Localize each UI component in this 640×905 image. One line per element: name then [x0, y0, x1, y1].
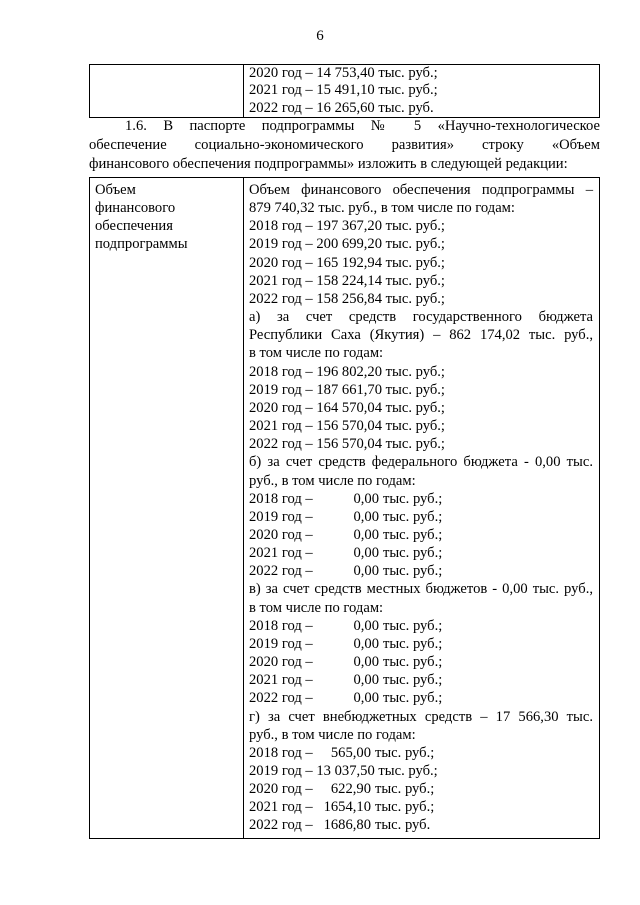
text-line: 2022 год – 16 265,60 тыс. руб. — [249, 99, 434, 116]
year-line — [249, 689, 593, 707]
year-label: 2018 год – — [249, 617, 313, 634]
text-line: а) за счет средств государственного бюджета — [249, 309, 593, 326]
amendment-paragraph — [89, 117, 600, 174]
funding-label-cell — [90, 178, 244, 839]
year-line — [249, 526, 593, 544]
amount: 0,00 — [353, 617, 379, 634]
continued-table — [89, 64, 600, 118]
amount: 0,00 — [353, 635, 379, 652]
year-line — [249, 653, 593, 671]
unit: тыс. руб.; — [375, 744, 435, 761]
funding-label: Объем финансового обеспечения подпрограммы — [95, 182, 188, 253]
year-label: 2022 год – — [249, 563, 313, 580]
amount: 1686,80 — [323, 817, 371, 834]
year-line: 2019 год – 200 699,20 тыс. руб.; — [249, 236, 445, 253]
year-line — [249, 562, 593, 580]
year-label: 2020 год – — [249, 526, 313, 543]
unit: тыс. руб.; — [383, 672, 443, 689]
text-line: руб., в том числе по годам: — [249, 726, 416, 743]
year-label: 2022 год – — [249, 817, 313, 834]
text-line: 2020 год – 14 753,40 тыс. руб.; — [249, 65, 438, 81]
amount: 0,00 — [353, 526, 379, 543]
amount: 0,00 — [353, 490, 379, 507]
year-line: 2018 год – 197 367,20 тыс. руб.; — [249, 218, 445, 235]
unit: тыс. руб.; — [375, 781, 435, 798]
text-line: в) за счет средств местных бюджетов - 0,00 тыс. руб., — [249, 581, 593, 598]
unit: тыс. руб.; — [383, 617, 443, 634]
year-line — [249, 816, 593, 834]
unit: тыс. руб.; — [383, 508, 443, 525]
funding-table — [89, 177, 600, 839]
year-line — [249, 744, 593, 762]
year-line: 2021 год – 156 570,04 тыс. руб.; — [249, 418, 445, 435]
year-line: 2020 год – 165 192,94 тыс. руб.; — [249, 254, 445, 271]
text-line: в том числе по годам: — [249, 599, 384, 616]
text-line: 879 740,32 тыс. руб., в том числе по годам: — [249, 200, 515, 217]
year-label: 2019 год – — [249, 763, 313, 779]
page-number: 6 — [316, 28, 324, 44]
year-label: 2020 год – — [249, 781, 313, 798]
amount: 622,90 — [330, 781, 371, 798]
text-line: г) за счет внебюджетных средств – 17 566,30 тыс. — [249, 708, 593, 725]
year-line — [249, 617, 593, 635]
amount: 13 037,50 — [316, 763, 375, 779]
text-line: Республики Саха (Якутия) – 862 174,02 тыс. руб., — [249, 327, 593, 344]
year-label: 2018 год – — [249, 490, 313, 507]
unit: тыс. руб.; — [375, 799, 435, 816]
amount: 0,00 — [353, 672, 379, 689]
year-line: 2019 год – 187 661,70 тыс. руб.; — [249, 381, 445, 398]
text-line: руб., в том числе по годам: — [249, 472, 416, 489]
year-line — [249, 798, 593, 816]
year-line: 2021 год – 158 224,14 тыс. руб.; — [249, 272, 445, 289]
unit: тыс. руб.; — [383, 490, 443, 507]
unit: тыс. руб.; — [383, 563, 443, 580]
year-line: 2018 год – 196 802,20 тыс. руб.; — [249, 363, 445, 380]
amount: 0,00 — [353, 654, 379, 671]
year-label: 2020 год – — [249, 654, 313, 671]
amount: 0,00 — [353, 508, 379, 525]
continued-values-cell — [244, 65, 600, 118]
unit: тыс. руб.; — [378, 763, 438, 779]
amount: 565,00 — [330, 744, 371, 761]
text-line: б) за счет средств федерального бюджета - 0,00 тыс. — [249, 454, 593, 471]
year-line — [249, 780, 593, 798]
paragraph-line: обеспечение социально-экономического развития» строку «Объем — [89, 137, 600, 153]
text-line: Объем финансового обеспечения подпрограммы – — [249, 182, 593, 198]
funding-details-cell — [244, 178, 600, 839]
text-line: 2021 год – 15 491,10 тыс. руб.; — [249, 82, 438, 99]
year-line — [249, 544, 593, 562]
year-label: 2019 год – — [249, 508, 313, 525]
year-line — [249, 762, 593, 780]
year-label: 2021 год – — [249, 545, 313, 562]
amount: 0,00 — [353, 563, 379, 580]
unit: тыс. руб.; — [383, 526, 443, 543]
year-line — [249, 490, 593, 508]
year-label: 2019 год – — [249, 635, 313, 652]
year-label: 2021 год – — [249, 672, 313, 689]
year-line: 2022 год – 156 570,04 тыс. руб.; — [249, 436, 445, 453]
year-line: 2022 год – 158 256,84 тыс. руб.; — [249, 290, 445, 307]
year-label: 2018 год – — [249, 744, 313, 761]
unit: тыс. руб.; — [383, 545, 443, 562]
year-line — [249, 671, 593, 689]
year-line — [249, 508, 593, 526]
text-line: в том числе по годам: — [249, 345, 384, 362]
year-label: 2022 год – — [249, 690, 313, 707]
empty-label-cell — [90, 65, 244, 118]
unit: тыс. руб.; — [383, 635, 443, 652]
unit: тыс. руб. — [375, 817, 431, 834]
amount: 1654,10 — [323, 799, 371, 816]
unit: тыс. руб.; — [383, 690, 443, 707]
amount: 0,00 — [353, 690, 379, 707]
year-line — [249, 635, 593, 653]
unit: тыс. руб.; — [383, 654, 443, 671]
year-label: 2021 год – — [249, 799, 313, 816]
paragraph-line: 1.6. В паспорте подпрограммы № 5 «Научно-технологическое — [125, 118, 600, 134]
amount: 0,00 — [353, 545, 379, 562]
year-line: 2020 год – 164 570,04 тыс. руб.; — [249, 399, 445, 416]
paragraph-line: финансового обеспечения подпрограммы» изложить в следующей редакции: — [89, 156, 568, 172]
